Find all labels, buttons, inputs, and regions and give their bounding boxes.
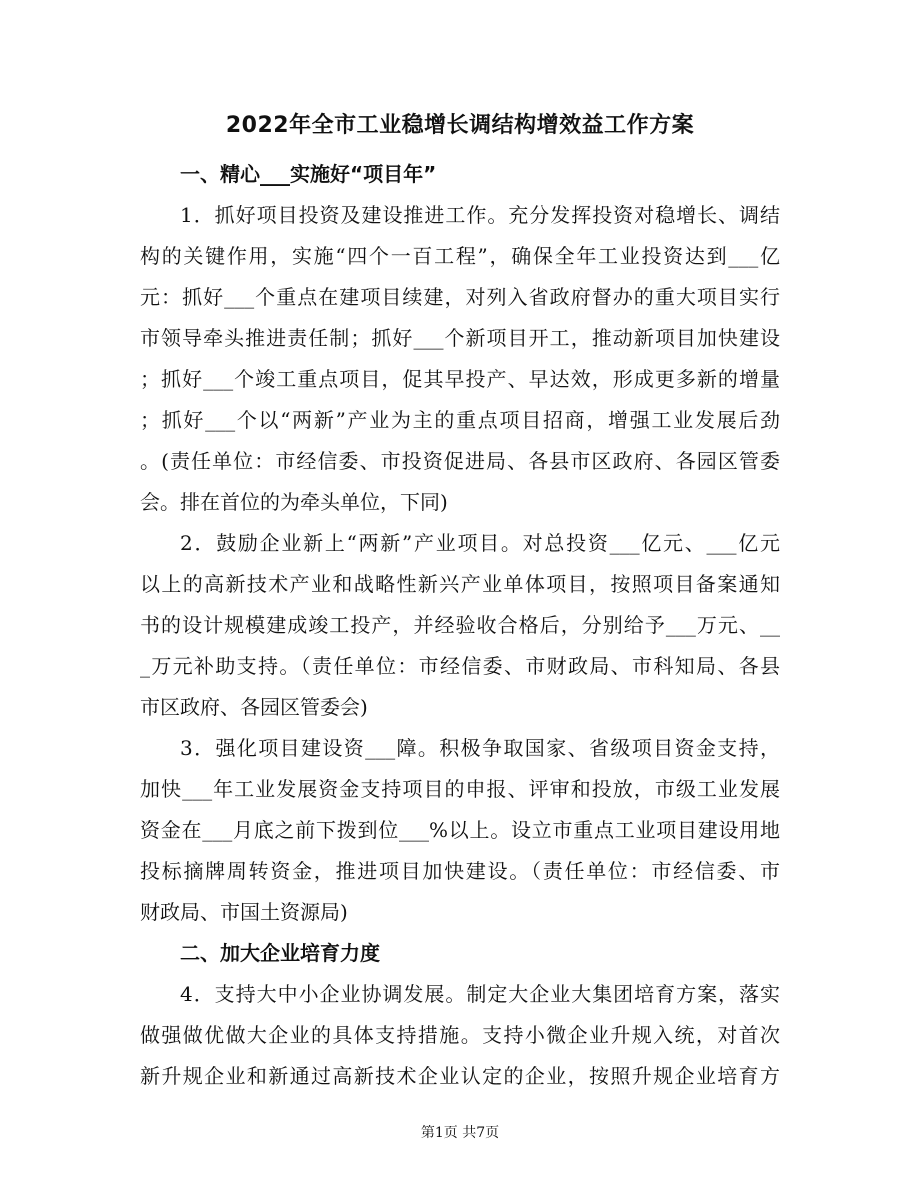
paragraph-line: 以上的高新技术产业和战略性新兴产业单体项目，按照项目备案通知	[140, 572, 780, 596]
paragraph-line: 会。排在首位的为牵头单位，下同)	[140, 490, 448, 514]
paragraph-line: _万元补助支持。（责任单位：市经信委、市财政局、市科知局、各县	[140, 654, 780, 678]
paragraph-line: 1．抓好项目投资及建设推进工作。充分发挥投资对稳增长、调结	[180, 203, 780, 227]
paragraph-line: 新升规企业和新通过高新技术企业认定的企业，按照升规企业培育方	[140, 1064, 780, 1088]
paragraph-line: ；抓好___个以“两新”产业为主的重点项目招商，增强工业发展后劲	[140, 408, 780, 432]
paragraph-line: 。(责任单位：市经信委、市投资促进局、各县市区政府、各园区管委	[140, 449, 780, 473]
paragraph-line: 2．鼓励企业新上“两新”产业项目。对总投资___亿元、___亿元	[180, 531, 780, 555]
paragraph-line: 财政局、市国土资源局)	[140, 900, 348, 924]
paragraph-line: 3．强化项目建设资___障。积极争取国家、省级项目资金支持，	[180, 736, 780, 760]
paragraph-line: ；抓好___个竣工重点项目，促其早投产、早达效，形成更多新的增量	[140, 367, 780, 391]
paragraph-line: 资金在___月底之前下拨到位___%以上。设立市重点工业项目建设用地	[140, 818, 780, 842]
page-footer: 第1页 共7页	[420, 1125, 500, 1141]
paragraph-line: 加快___年工业发展资金支持项目的申报、评审和投放，市级工业发展	[140, 777, 780, 801]
section-heading-1: 一、精心___实施好“项目年”	[180, 162, 437, 186]
paragraph-line: 4．支持大中小企业协调发展。制定大企业大集团培育方案，落实	[180, 982, 780, 1006]
paragraph-line: 元：抓好___个重点在建项目续建，对列入省政府督办的重大项目实行	[140, 285, 780, 309]
paragraph-line: 市区政府、各园区管委会)	[140, 695, 368, 719]
paragraph-line: 构的关键作用，实施“四个一百工程”，确保全年工业投资达到___亿	[140, 244, 780, 268]
document-title: 2022年全市工业稳增长调结构增效益工作方案	[225, 113, 695, 138]
section-heading-2: 二、加大企业培育力度	[180, 941, 380, 965]
paragraph-line: 市领导牵头推进责任制；抓好___个新项目开工，推动新项目加快建设	[140, 326, 780, 350]
paragraph-line: 投标摘牌周转资金，推进项目加快建设。（责任单位：市经信委、市	[140, 859, 780, 883]
paragraph-line: 做强做优做大企业的具体支持措施。支持小微企业升规入统，对首次	[140, 1023, 780, 1047]
paragraph-line: 书的设计规模建成竣工投产，并经验收合格后，分别给予___万元、__	[140, 613, 780, 637]
